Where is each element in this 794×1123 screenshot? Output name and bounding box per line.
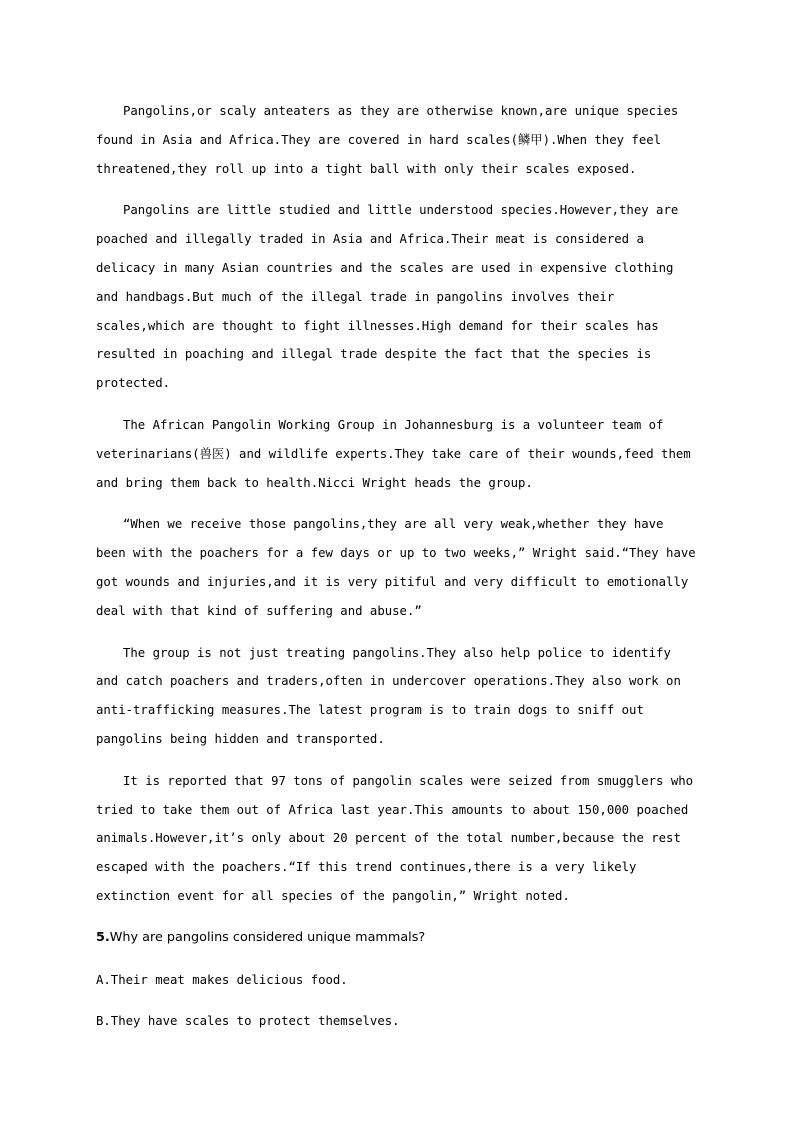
option-a: A.Their meat makes delicious food. (96, 972, 348, 987)
passage-paragraph-1: Pangolins,or scaly anteaters as they are otherwise known,are unique species found in Asia and Africa.They are covered in hard scales(鳞甲).When they feel threatened,they roll up into a tight ball with only their scales exposed. (96, 104, 679, 176)
question-text: Why are pangolins considered unique mammals? (109, 929, 426, 945)
question-number: 5. (96, 929, 110, 945)
passage-paragraph-6: It is reported that 97 tons of pangolin scales were seized from smugglers who tried to take them out of Africa last year.This amounts to about 150,000 poached animals.However,it’s only about 20 percent of the total number,because the rest escaped with the poachers.“If this trend continues,there is a very likely extinction event for all species of the pangolin,” Wright noted. (96, 773, 694, 903)
passage-paragraph-2: Pangolins are little studied and little understood species.However,they are poached and illegally traded in Asia and Africa.Their meat is considered a delicacy in many Asian countries and the scales are used in expensive clothing and handbags.But much of the illegal trade in pangolins involves their scales,which are thought to fight illnesses.High demand for their scales has resulted in poaching and illegal trade despite the fact that the species is protected. (96, 203, 679, 391)
question-5 (96, 924, 696, 953)
document-content (96, 97, 696, 1049)
passage-paragraph-4: “When we receive those pangolins,they are all very weak,whether they have been with the poachers for a few days or up to two weeks,” Wright said.“They have got wounds and injuries,and it is very pitiful and very difficult to emotionally deal with that kind of suffering and abuse.” (96, 517, 696, 618)
passage-paragraph-5: The group is not just treating pangolins.They also help police to identify and catch poachers and traders,often in undercover operations.They also work on anti-trafficking measures.The latest program is to train dogs to sniff out pangolins being hidden and transported. (96, 645, 681, 746)
passage-paragraph-3: The African Pangolin Working Group in Johannesburg is a volunteer team of veterinarians(兽医) and wildlife experts.They take care of their wounds,feed them and bring them back to health.Nicci Wright heads the group. (96, 417, 691, 490)
option-b: B.They have scales to protect themselves. (96, 1014, 400, 1029)
